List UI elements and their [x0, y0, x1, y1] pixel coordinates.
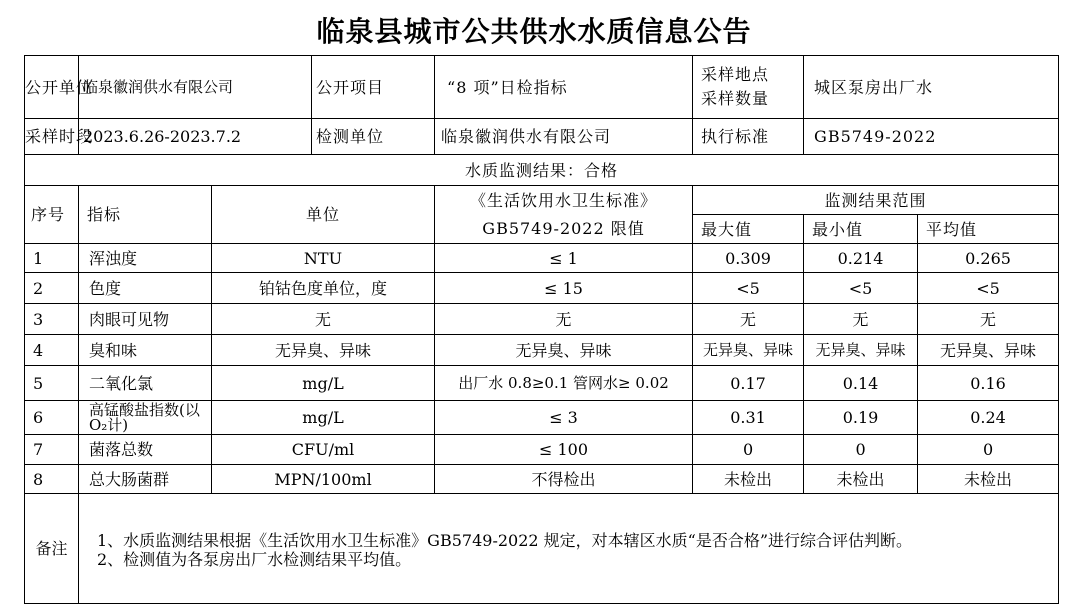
row-min: 未检出 [804, 465, 918, 494]
table-row [25, 273, 1059, 304]
row-avg: 未检出 [918, 465, 1059, 494]
col-avg-header: 平均值 [918, 215, 1059, 244]
row-no: 3 [25, 304, 79, 335]
row-avg: 0.24 [918, 401, 1059, 435]
table-row [25, 244, 1059, 273]
unit-value: 临泉徽润供水有限公司 [79, 56, 312, 119]
unit-label: 公开单位 [25, 56, 79, 119]
row-avg: 0 [918, 435, 1059, 465]
row-no: 1 [25, 244, 79, 273]
row-unit: 铂钴色度单位，度 [212, 273, 435, 304]
row-min: 0.14 [804, 366, 918, 401]
table-row [25, 366, 1059, 401]
result-banner: 水质监测结果：合格 [25, 155, 1059, 186]
row-max: 0.309 [693, 244, 804, 273]
row-no: 4 [25, 335, 79, 366]
row-max: 0 [693, 435, 804, 465]
page-title: 临泉县城市公共供水水质信息公告 [316, 15, 752, 48]
row-unit: CFU/ml [212, 435, 435, 465]
row-min: 0.214 [804, 244, 918, 273]
remarks-row [25, 494, 1059, 604]
column-header-row-1 [25, 186, 1059, 215]
row-limit: 无 [435, 304, 693, 335]
row-unit: 无异臭、异味 [212, 335, 435, 366]
row-min: 0 [804, 435, 918, 465]
table-row [25, 304, 1059, 335]
col-max-header: 最大值 [693, 215, 804, 244]
standard-label: 执行标准 [693, 119, 804, 155]
result-banner-row [25, 155, 1059, 186]
row-no: 2 [25, 273, 79, 304]
row-no: 7 [25, 435, 79, 465]
row-indicator: 浑浊度 [79, 244, 212, 273]
detect-label: 检测单位 [312, 119, 435, 155]
row-unit: MPN/100ml [212, 465, 435, 494]
row-max: <5 [693, 273, 804, 304]
water-quality-table [24, 55, 1059, 604]
header-row-1 [25, 56, 1059, 119]
location-value: 城区泵房出厂水 [804, 56, 1059, 119]
item-label: 公开项目 [312, 56, 435, 119]
row-limit: ≤ 100 [435, 435, 693, 465]
table-row [25, 465, 1059, 494]
location-label [693, 56, 804, 119]
row-limit: 无异臭、异味 [435, 335, 693, 366]
row-limit: ≤ 15 [435, 273, 693, 304]
location-label-line2: 采样数量 [701, 89, 770, 108]
item-value: “8 项”日检指标 [435, 56, 693, 119]
row-indicator: 菌落总数 [79, 435, 212, 465]
table-row [25, 401, 1059, 435]
row-avg: 无异臭、异味 [918, 335, 1059, 366]
location-label-line1: 采样地点 [701, 65, 770, 84]
col-no-header: 序号 [25, 186, 79, 244]
table-row [25, 335, 1059, 366]
row-indicator: 高锰酸盐指数(以O₂计) [79, 401, 212, 435]
row-limit: 出厂水 0.8≥0.1 管网水≥ 0.02 [435, 366, 693, 401]
standard-value: GB5749-2022 [804, 119, 1059, 155]
row-no: 6 [25, 401, 79, 435]
row-indicator: 肉眼可见物 [79, 304, 212, 335]
row-unit: NTU [212, 244, 435, 273]
col-unit-header: 单位 [212, 186, 435, 244]
row-limit: ≤ 3 [435, 401, 693, 435]
row-indicator: 色度 [79, 273, 212, 304]
row-limit: 不得检出 [435, 465, 693, 494]
remark-note-1: 1、水质监测结果根据《生活饮用水卫生标准》GB5749-2022 规定，对本辖区水质“是否合格”进行综合评估判断。 [97, 530, 913, 550]
row-no: 5 [25, 366, 79, 401]
row-min: 无异臭、异味 [804, 335, 918, 366]
time-value: 2023.6.26-2023.7.2 [79, 119, 312, 155]
row-max: 无 [693, 304, 804, 335]
col-range-header: 监测结果范围 [693, 186, 1059, 215]
row-max: 0.31 [693, 401, 804, 435]
col-min-header: 最小值 [804, 215, 918, 244]
time-label: 采样时段 [25, 119, 79, 155]
row-unit: 无 [212, 304, 435, 335]
row-limit: ≤ 1 [435, 244, 693, 273]
remarks-content [79, 494, 1059, 604]
row-min: <5 [804, 273, 918, 304]
col-limit-header-line2: GB5749-2022 限值 [435, 215, 693, 244]
row-max: 未检出 [693, 465, 804, 494]
row-avg: 无 [918, 304, 1059, 335]
row-avg: <5 [918, 273, 1059, 304]
header-row-2 [25, 119, 1059, 155]
row-indicator: 臭和味 [79, 335, 212, 366]
row-avg: 0.16 [918, 366, 1059, 401]
remark-note-2: 2、检测值为各泵房出厂水检测结果平均值。 [97, 549, 412, 569]
row-max: 无异臭、异味 [693, 335, 804, 366]
row-avg: 0.265 [918, 244, 1059, 273]
row-unit: mg/L [212, 401, 435, 435]
row-min: 0.19 [804, 401, 918, 435]
row-unit: mg/L [212, 366, 435, 401]
col-limit-header-line1: 《生活饮用水卫生标准》 [435, 186, 693, 215]
row-min: 无 [804, 304, 918, 335]
row-max: 0.17 [693, 366, 804, 401]
remarks-label: 备注 [25, 494, 79, 604]
col-indicator-header: 指标 [79, 186, 212, 244]
row-indicator: 二氧化氯 [79, 366, 212, 401]
row-no: 8 [25, 465, 79, 494]
table-row [25, 435, 1059, 465]
detect-value: 临泉徽润供水有限公司 [435, 119, 693, 155]
row-indicator: 总大肠菌群 [79, 465, 212, 494]
